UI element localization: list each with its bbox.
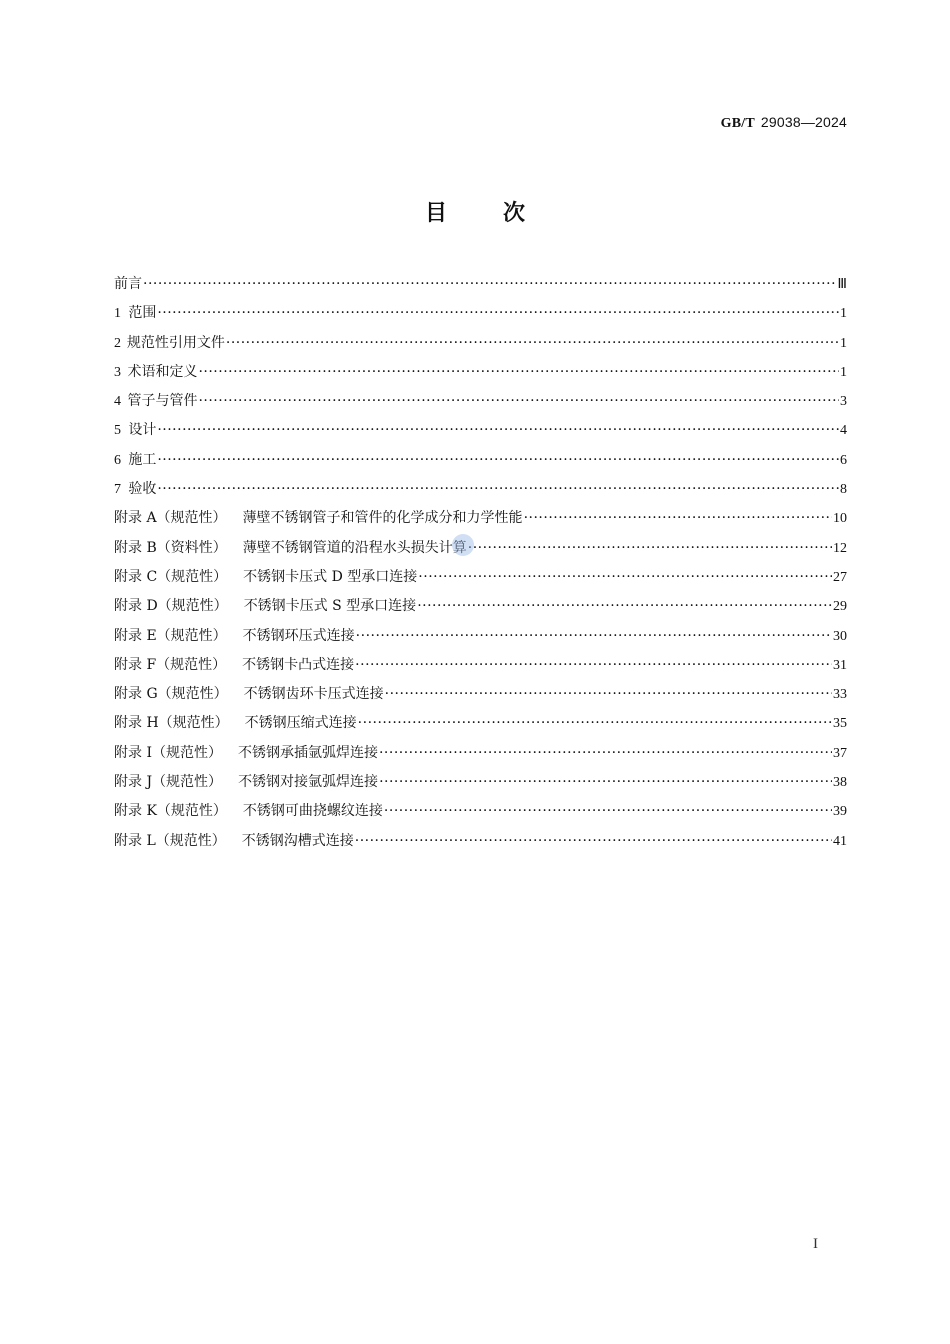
title-char-2: 次 — [503, 201, 526, 226]
toc-page-number: 1 — [840, 335, 847, 351]
toc-annex-h[interactable] — [114, 709, 847, 738]
toc-clause-number: 2 — [114, 335, 121, 351]
toc-leader-dots — [384, 797, 832, 826]
page-title — [0, 196, 950, 227]
toc-leader-dots — [143, 270, 836, 299]
toc-clause-number: 5 — [114, 423, 121, 439]
toc-page-number: 1 — [840, 306, 847, 322]
standard-prefix: GB/T — [720, 116, 755, 131]
toc-page-number: 8 — [840, 482, 847, 498]
annex-prefix: 附录 C（规范性） — [114, 568, 228, 585]
annex-title: 不锈钢环压式连接 — [242, 627, 355, 644]
toc-entry-3[interactable] — [114, 358, 847, 387]
toc-page-number: 3 — [840, 394, 847, 410]
annex-title: 薄壁不锈钢管子和管件的化学成分和力学性能 — [242, 510, 523, 527]
toc-page-number: 30 — [833, 628, 847, 644]
annex-title: 不锈钢沟槽式连接 — [241, 832, 354, 849]
toc-annex-k[interactable] — [114, 797, 847, 826]
toc-clause-number: 1 — [114, 306, 121, 322]
annex-prefix: 附录 I（规范性） — [114, 744, 222, 761]
toc-page-number: 41 — [833, 833, 847, 849]
toc-annex-b[interactable] — [114, 534, 847, 563]
toc-leader-dots — [418, 563, 832, 592]
toc-leader-dots — [356, 622, 832, 651]
annex-title: 不锈钢卡凸式连接 — [242, 656, 355, 673]
annex-prefix: 附录 H（规范性） — [114, 715, 229, 732]
toc-label: 术语和定义 — [127, 363, 198, 380]
toc-label: 设计 — [128, 422, 157, 439]
toc-clause-number: 6 — [114, 452, 121, 468]
toc-label: 验收 — [128, 481, 157, 498]
toc-leader-dots — [379, 739, 832, 768]
toc-page-number: 29 — [833, 599, 847, 615]
annex-prefix: 附录 G（规范性） — [114, 686, 228, 703]
toc-label: 规范性引用文件 — [126, 334, 225, 351]
toc-annex-e[interactable] — [114, 622, 847, 651]
toc-entry-4[interactable] — [114, 387, 847, 416]
toc-page-number: 38 — [833, 775, 847, 791]
toc-annex-c[interactable] — [114, 563, 847, 592]
toc-leader-dots — [468, 534, 832, 563]
annex-title: 不锈钢齿环卡压式连接 — [243, 686, 384, 703]
toc-label: 前言 — [114, 276, 142, 292]
annex-title: 不锈钢承插氩弧焊连接 — [237, 744, 378, 761]
toc-page-number: 31 — [833, 657, 847, 673]
toc-entry-6[interactable] — [114, 446, 847, 475]
table-of-contents — [114, 270, 847, 856]
toc-page-number: 33 — [833, 687, 847, 703]
toc-leader-dots — [358, 709, 832, 738]
toc-entry-foreword[interactable] — [114, 270, 847, 299]
toc-clause-number: 7 — [114, 482, 121, 498]
annex-title: 不锈钢对接氩弧焊连接 — [238, 774, 379, 791]
annex-title: 不锈钢卡压式 S 型承口连接 — [243, 598, 417, 615]
annex-prefix: 附录 B（资料性） — [114, 539, 227, 556]
toc-annex-f[interactable] — [114, 651, 847, 680]
toc-label: 管子与管件 — [127, 393, 198, 410]
toc-page-number: 6 — [840, 452, 847, 468]
toc-clause-number: 3 — [114, 364, 121, 380]
page-number: I — [813, 1236, 818, 1252]
toc-leader-dots — [355, 651, 832, 680]
toc-leader-dots — [198, 358, 839, 387]
toc-annex-j[interactable] — [114, 768, 847, 797]
toc-leader-dots — [157, 446, 839, 475]
toc-leader-dots — [198, 387, 839, 416]
toc-label: 施工 — [128, 451, 157, 468]
toc-leader-dots — [524, 504, 832, 533]
toc-leader-dots — [157, 475, 839, 504]
toc-page-number: Ⅲ — [837, 277, 847, 292]
toc-clause-number: 4 — [114, 394, 121, 410]
annex-title: 不锈钢可曲挠螺纹连接 — [242, 803, 383, 820]
toc-page-number: 27 — [833, 569, 847, 585]
toc-page-number: 10 — [833, 511, 847, 527]
annex-prefix: 附录 A（规范性） — [114, 510, 227, 527]
toc-leader-dots — [226, 329, 839, 358]
toc-page-number: 35 — [833, 716, 847, 732]
standard-number — [721, 114, 847, 132]
annex-prefix: 附录 E（规范性） — [114, 627, 227, 644]
toc-entry-7[interactable] — [114, 475, 847, 504]
toc-page-number: 4 — [840, 423, 847, 439]
annex-title: 不锈钢卡压式 D 型承口连接 — [243, 568, 418, 585]
annex-prefix: 附录 D（规范性） — [114, 598, 228, 615]
annex-prefix: 附录 J（规范性） — [114, 774, 223, 791]
annex-prefix: 附录 K（规范性） — [114, 803, 227, 820]
standard-code: 29038—2024 — [760, 114, 847, 130]
toc-page-number: 37 — [833, 745, 847, 761]
annex-prefix: 附录 L（规范性） — [114, 832, 226, 849]
toc-entry-5[interactable] — [114, 416, 847, 445]
toc-annex-a[interactable] — [114, 504, 847, 533]
toc-leader-dots — [157, 416, 839, 445]
toc-leader-dots — [379, 768, 832, 797]
toc-leader-dots — [355, 827, 832, 856]
toc-page-number: 12 — [833, 540, 847, 556]
title-char-1: 目 — [424, 201, 447, 226]
toc-page-number: 39 — [833, 804, 847, 820]
toc-annex-l[interactable] — [114, 827, 847, 856]
annex-title: 薄壁不锈钢管道的沿程水头损失计算 — [242, 539, 467, 556]
toc-annex-g[interactable] — [114, 680, 847, 709]
toc-entry-2[interactable] — [114, 329, 847, 358]
annex-prefix: 附录 F（规范性） — [114, 656, 227, 673]
toc-leader-dots — [157, 299, 839, 328]
toc-annex-d[interactable] — [114, 592, 847, 621]
toc-page-number: 1 — [840, 364, 847, 380]
toc-label: 范围 — [128, 305, 157, 322]
toc-entry-1[interactable] — [114, 299, 847, 328]
annex-title: 不锈钢压缩式连接 — [244, 715, 357, 732]
toc-leader-dots — [417, 592, 832, 621]
toc-annex-i[interactable] — [114, 739, 847, 768]
toc-leader-dots — [385, 680, 832, 709]
